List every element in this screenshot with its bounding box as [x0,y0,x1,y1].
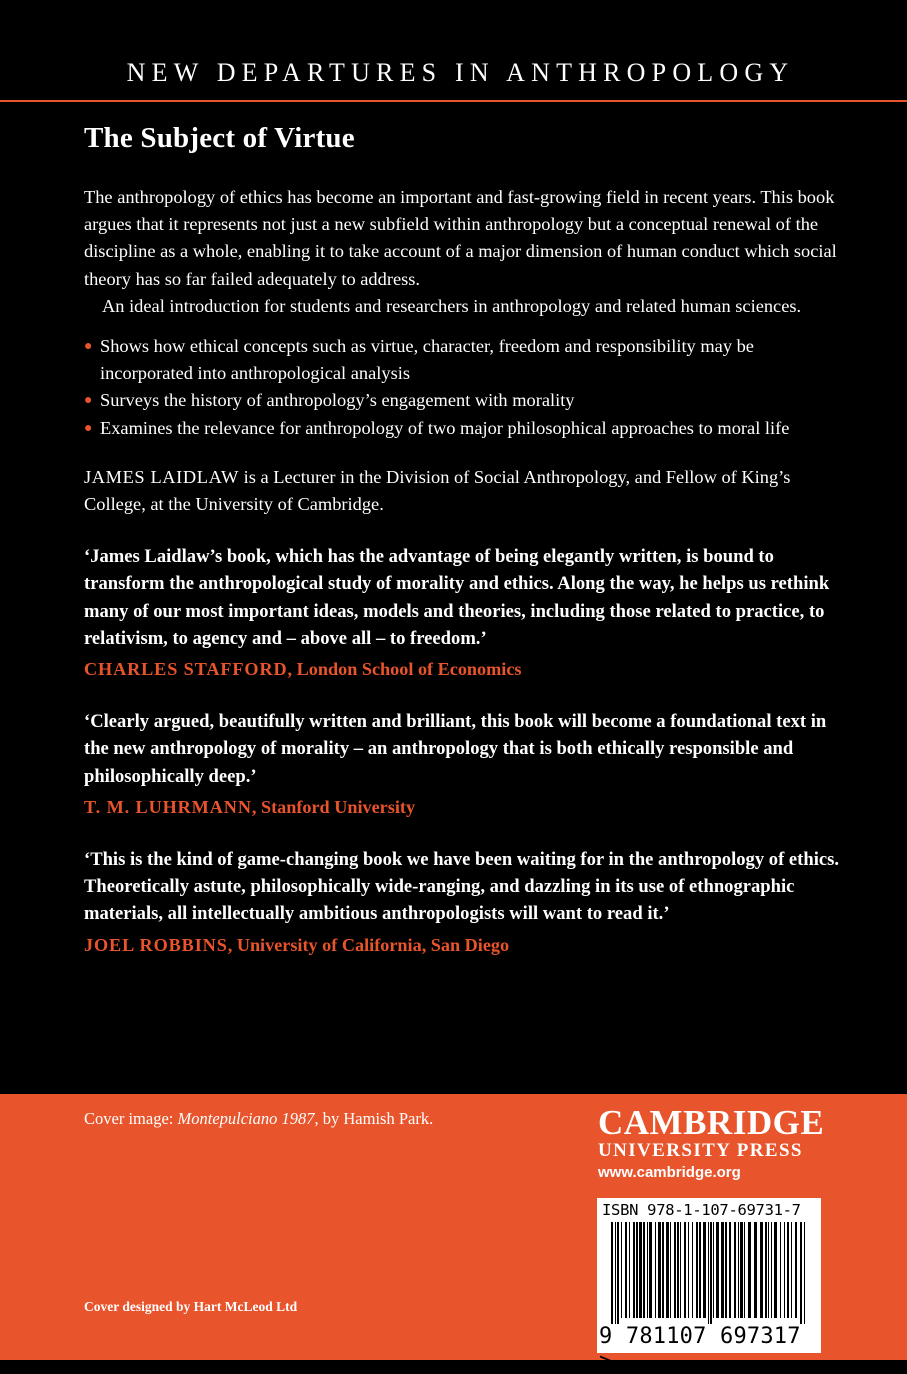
endorsement [84,846,844,959]
barcode-bar [662,1222,664,1318]
endorser-affiliation: , London School of Economics [287,659,522,680]
barcode-bar [710,1222,712,1324]
barcode-bar [658,1222,661,1318]
series-divider [0,100,907,102]
barcode-bar [795,1222,797,1318]
feature-list [84,333,844,442]
barcode-bar [740,1222,743,1318]
barcode-bar [765,1222,767,1318]
barcode-bar [703,1222,706,1318]
publisher-subtitle: UNIVERSITY PRESS [598,1140,803,1161]
author-bio-text: is a Lecturer in the Division of Social Anthropology, and Fellow of King’s College, at the University of Cambridge. [84,466,791,515]
barcode-bar [729,1222,731,1318]
barcode-bar [655,1222,656,1318]
feature-item: ● Surveys the history of anthropology’s engagement with morality [84,387,844,414]
barcode-bar [643,1222,645,1318]
barcode-bar [684,1222,686,1318]
book-title: The Subject of Virtue [84,122,355,154]
endorsement-quote: ‘This is the kind of game-changing book we have been waiting for in the anthropology of ethics. Theoretically astute, philosophically wide-ranging, and dazzling in its use of ethnographic materials, all intellectually ambitious anthropologists will want to read it.’ [84,849,840,925]
barcode-bar [768,1222,769,1318]
barcode-bar [688,1222,689,1318]
barcode-bar [744,1222,745,1318]
isbn-number: ISBN 978-1-107-69731-7 [602,1201,801,1219]
back-cover-content [84,184,844,959]
barcode-bar [647,1222,648,1318]
barcode-bar [649,1222,652,1318]
barcode-bar [625,1222,627,1318]
barcode-bar [800,1222,802,1324]
endorsement-attribution [84,794,844,821]
endorser-affiliation: , University of California, San Diego [227,934,510,955]
endorsement-quote: ‘James Laidlaw’s book, which has the advantage of being elegantly written, is bound to transform the anthropological study of morality and ethics. Along the way, he helps us rethink many of our most important ideas, models and theories, including those related to practice, to relativism, to agency and – above all – to freedom.’ [84,546,830,649]
barcode-bar [774,1222,777,1318]
bullet-icon: ● [84,393,93,409]
barcode-bar [754,1222,757,1318]
barcode-bar [674,1222,676,1318]
publisher-logo [598,1103,838,1184]
publisher-name: CAMBRIDGE [598,1103,825,1142]
barcode-bar [760,1222,763,1318]
endorser-affiliation: , Stanford University [251,796,416,817]
endorsement-attribution [84,656,844,683]
barcode-bar [611,1222,613,1324]
cover-artwork-title: Montepulciano 1987 [177,1109,315,1128]
barcode-bar [804,1222,805,1324]
barcode-bar [787,1222,789,1318]
bullet-icon: ● [84,339,93,355]
author-name: JAMES LAIDLAW [84,466,239,487]
cover-designer-credit: Cover designed by Hart McLeod Ltd [84,1299,298,1314]
endorsement-quote: ‘Clearly argued, beautifully written and brilliant, this book will become a foundational text in the new anthropology of morality – an anthropology that is both ethically responsible and philosophically deep.’ [84,711,827,787]
ean-digits: 9 781107 697317 > [599,1324,801,1374]
barcode-bar [670,1222,671,1318]
barcode-bar [633,1222,635,1318]
intro-paragraph-2: An ideal introduction for students and researchers in anthropology and related human sciences. [102,295,802,316]
bullet-icon: ● [84,420,93,436]
barcode-bar [791,1222,792,1318]
barcode-bar [725,1222,727,1318]
endorsement-attribution [84,932,844,959]
barcode-bar [639,1222,642,1318]
footer-band [0,1094,907,1374]
barcode-bar [713,1222,714,1318]
series-title: NEW DEPARTURES IN ANTHROPOLOGY [126,58,795,87]
barcode-bar [708,1222,709,1324]
barcode-bar [699,1222,701,1318]
barcode-bar [680,1222,681,1318]
author-bio [84,464,844,518]
barcode-bar [716,1222,719,1318]
endorser-name: CHARLES STAFFORD [84,659,288,680]
barcode-bar [629,1222,630,1318]
barcode-bar [666,1222,669,1318]
barcode-bar [617,1222,619,1324]
barcode-bar [636,1222,638,1318]
barcode-bar [721,1222,724,1318]
endorsement [84,708,844,821]
barcode-bar [692,1222,693,1318]
barcode-bar [621,1222,622,1318]
barcode-bars [611,1222,807,1324]
barcode-bar [734,1222,736,1318]
intro-paragraph-1: The anthropology of ethics has become an important and fast-growing field in recent years. This book argues that it represents not just a new subfield within anthropology but a conceptual renewal of the discipline as a whole, enabling it to take account of a major dimension of human conduct which social theory has so far failed adequately to address. [84,187,837,289]
barcode-bar [748,1222,751,1318]
barcode-bar [780,1222,781,1318]
barcode-bar [771,1222,772,1318]
barcode-bar [696,1222,698,1318]
feature-item: ● Examines the relevance for anthropology of two major philosophical approaches to moral life [84,415,844,442]
endorser-name: T. M. LUHRMANN [84,796,252,817]
barcode-bar [615,1222,616,1324]
isbn-barcode [597,1198,821,1374]
barcode-bar [677,1222,679,1318]
cover-image-credit: Cover image: Montepulciano 1987, by Hamish Park. [84,1109,434,1128]
publisher-url: www.cambridge.org [598,1164,741,1181]
endorser-name: JOEL ROBBINS [84,934,228,955]
barcode-bar [738,1222,739,1318]
barcode-bar [784,1222,785,1318]
feature-item: ● Shows how ethical concepts such as virtue, character, freedom and responsibility may be incorporated into anthropological analysis [84,333,844,387]
endorsement [84,543,844,683]
